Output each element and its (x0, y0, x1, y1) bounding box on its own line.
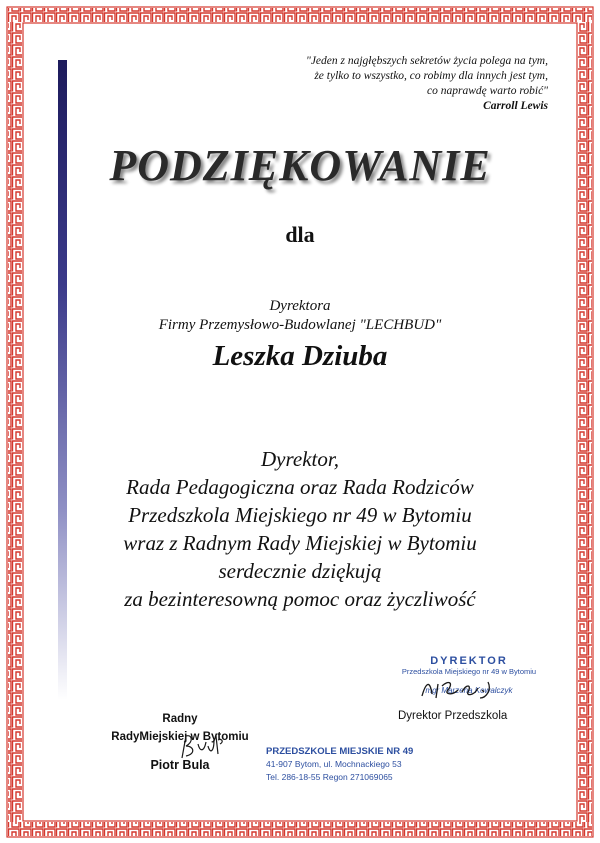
recipient-role (0, 297, 600, 335)
epigraph-quote (188, 54, 548, 114)
school-stamp-address: 41-907 Bytom, ul. Mochnackiego 53 (266, 759, 402, 769)
body-line: Rada Pedagogiczna oraz Rada Rodziców (126, 475, 474, 499)
councillor-council: RadyMiejskiej w Bytomiu (111, 731, 249, 743)
thanks-body (0, 445, 600, 613)
director-stamp-title: DYREKTOR (430, 655, 508, 667)
body-line: za bezinteresowną pomoc oraz życzliwość (124, 587, 476, 611)
body-line: serdecznie dziękują (218, 559, 382, 583)
director-stamp-name: mgr Marzena Kowalczyk (425, 686, 513, 695)
body-line: wraz z Radnym Rady Miejskiej w Bytomiu (123, 531, 477, 555)
recipient-role-line: Firmy Przemysłowo-Budowlanej "LECHBUD" (158, 317, 442, 333)
school-stamp (266, 745, 413, 784)
quote-line: co naprawdę warto robić" (427, 85, 548, 97)
councillor-signature (178, 732, 226, 762)
body-line: Przedszkola Miejskiego nr 49 w Bytomiu (128, 503, 472, 527)
school-stamp-contact: Tel. 286-18-55 Regon 271069065 (266, 772, 393, 782)
director-caption: Dyrektor Przedszkola (398, 710, 508, 722)
quote-line: "Jeden z najgłębszych sekretów życia polega na tym, (305, 55, 548, 67)
councillor-title: Radny (162, 713, 198, 725)
certificate-title: PODZIĘKOWANIE (109, 141, 491, 190)
quote-author: Carroll Lewis (483, 100, 548, 112)
body-line: Dyrektor, (261, 447, 339, 471)
director-stamp-school: Przedszkola Miejskiego nr 49 w Bytomiu (401, 667, 537, 676)
school-stamp-name: PRZEDSZKOLE MIEJSKIE NR 49 (266, 746, 414, 757)
recipient-role-line: Dyrektora (269, 298, 331, 314)
quote-line: że tylko to wszystko, co robimy dla innych jest tym, (314, 70, 548, 82)
recipient-name: Leszka Dziuba (212, 340, 388, 372)
councillor-name: Piotr Bula (150, 758, 210, 772)
director-signature (418, 676, 508, 702)
dla-label: dla (285, 222, 315, 247)
